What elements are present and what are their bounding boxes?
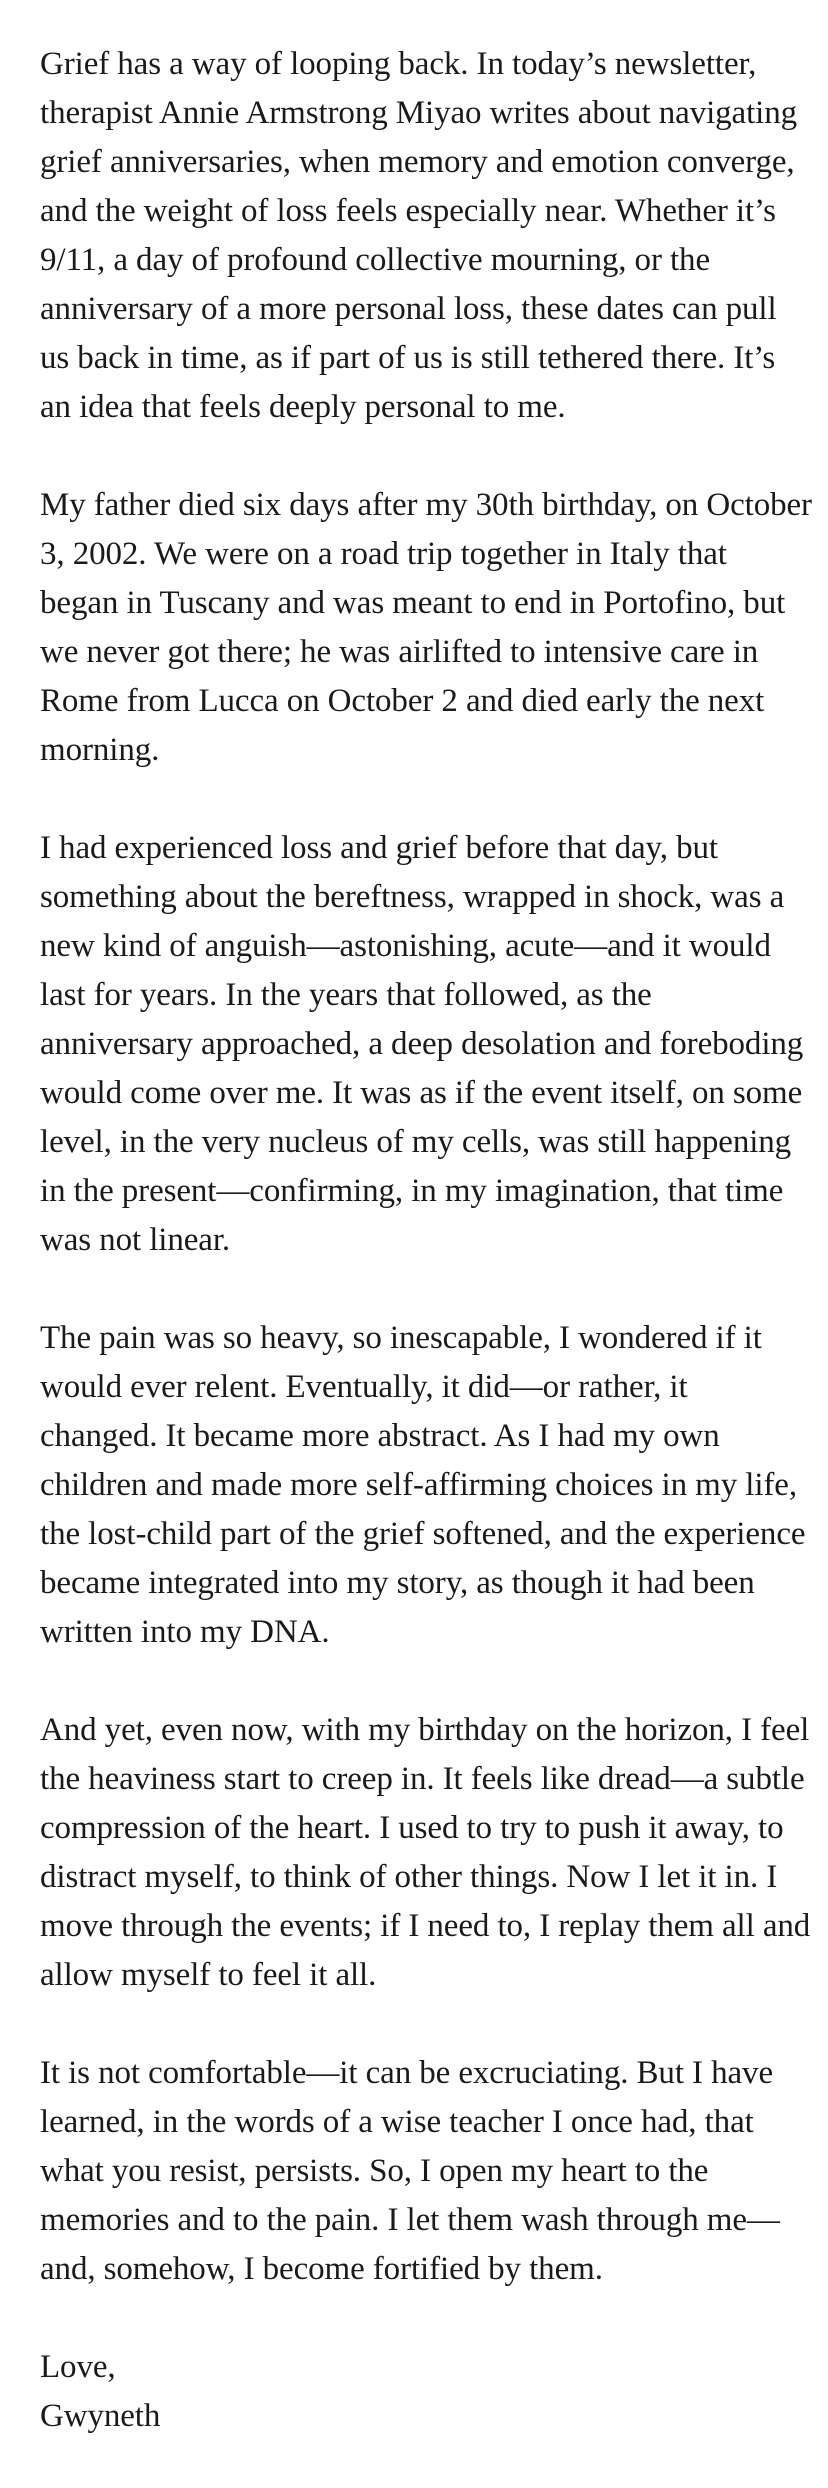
article-body — [40, 40, 812, 2441]
paragraph-anguish: I had experienced loss and grief before that day, but something about the bereftness, wrapped in shock, was a new kind of anguish—astonishing, acute—and it would last for years. In the years that followed, as the anniversary approached, a deep desolation and foreboding would come over me. It was as if the event itself, on some level, in the very nucleus of my cells, was still happening in the present—confirming, in my imagination, that time was not linear. — [40, 830, 804, 1258]
signoff — [40, 2343, 812, 2441]
signoff-closing: Love, — [40, 2349, 116, 2385]
signoff-name: Gwyneth — [40, 2398, 161, 2434]
paragraph-father-death: My father died six days after my 30th birthday, on October 3, 2002. We were on a road trip together in Italy that began in Tuscany and was meant to end in Portofino, but we never got there; he was airlifted to intensive care in Rome from Lucca on October 2 and died early the next morning. — [40, 487, 812, 768]
paragraph-pain-changed: The pain was so heavy, so inescapable, I wondered if it would ever relent. Eventually, it did—or rather, it changed. It became more abstract. As I had my own children and made more self-affirming choices in my life, the lost-child part of the grief softened, and the experience became integrated into my story, as though it had been written into my DNA. — [40, 1320, 806, 1650]
paragraph-grief-anniversaries: Grief has a way of looping back. In today’s newsletter, therapist Annie Armstrong Miyao writes about navigating grief anniversaries, when memory and emotion converge, and the weight of loss feels especially near. Whether it’s 9/11, a day of profound collective mourning, or the anniversary of a more personal loss, these dates can pull us back in time, as if part of us is still tethered there. It’s an idea that feels deeply personal to me. — [40, 46, 798, 425]
paragraph-birthday-dread: And yet, even now, with my birthday on the horizon, I feel the heaviness start to creep in. It feels like dread—a subtle compression of the heart. I used to try to push it away, to distract myself, to think of other things. Now I let it in. I move through the events; if I need to, I replay them all and allow myself to feel it all. — [40, 1712, 811, 1993]
paragraph-fortified: It is not comfortable—it can be excruciating. But I have learned, in the words of a wise teacher I once had, that what you resist, persists. So, I open my heart to the memories and to the pain. I let them wash through me—and, somehow, I become fortified by them. — [40, 2055, 780, 2287]
